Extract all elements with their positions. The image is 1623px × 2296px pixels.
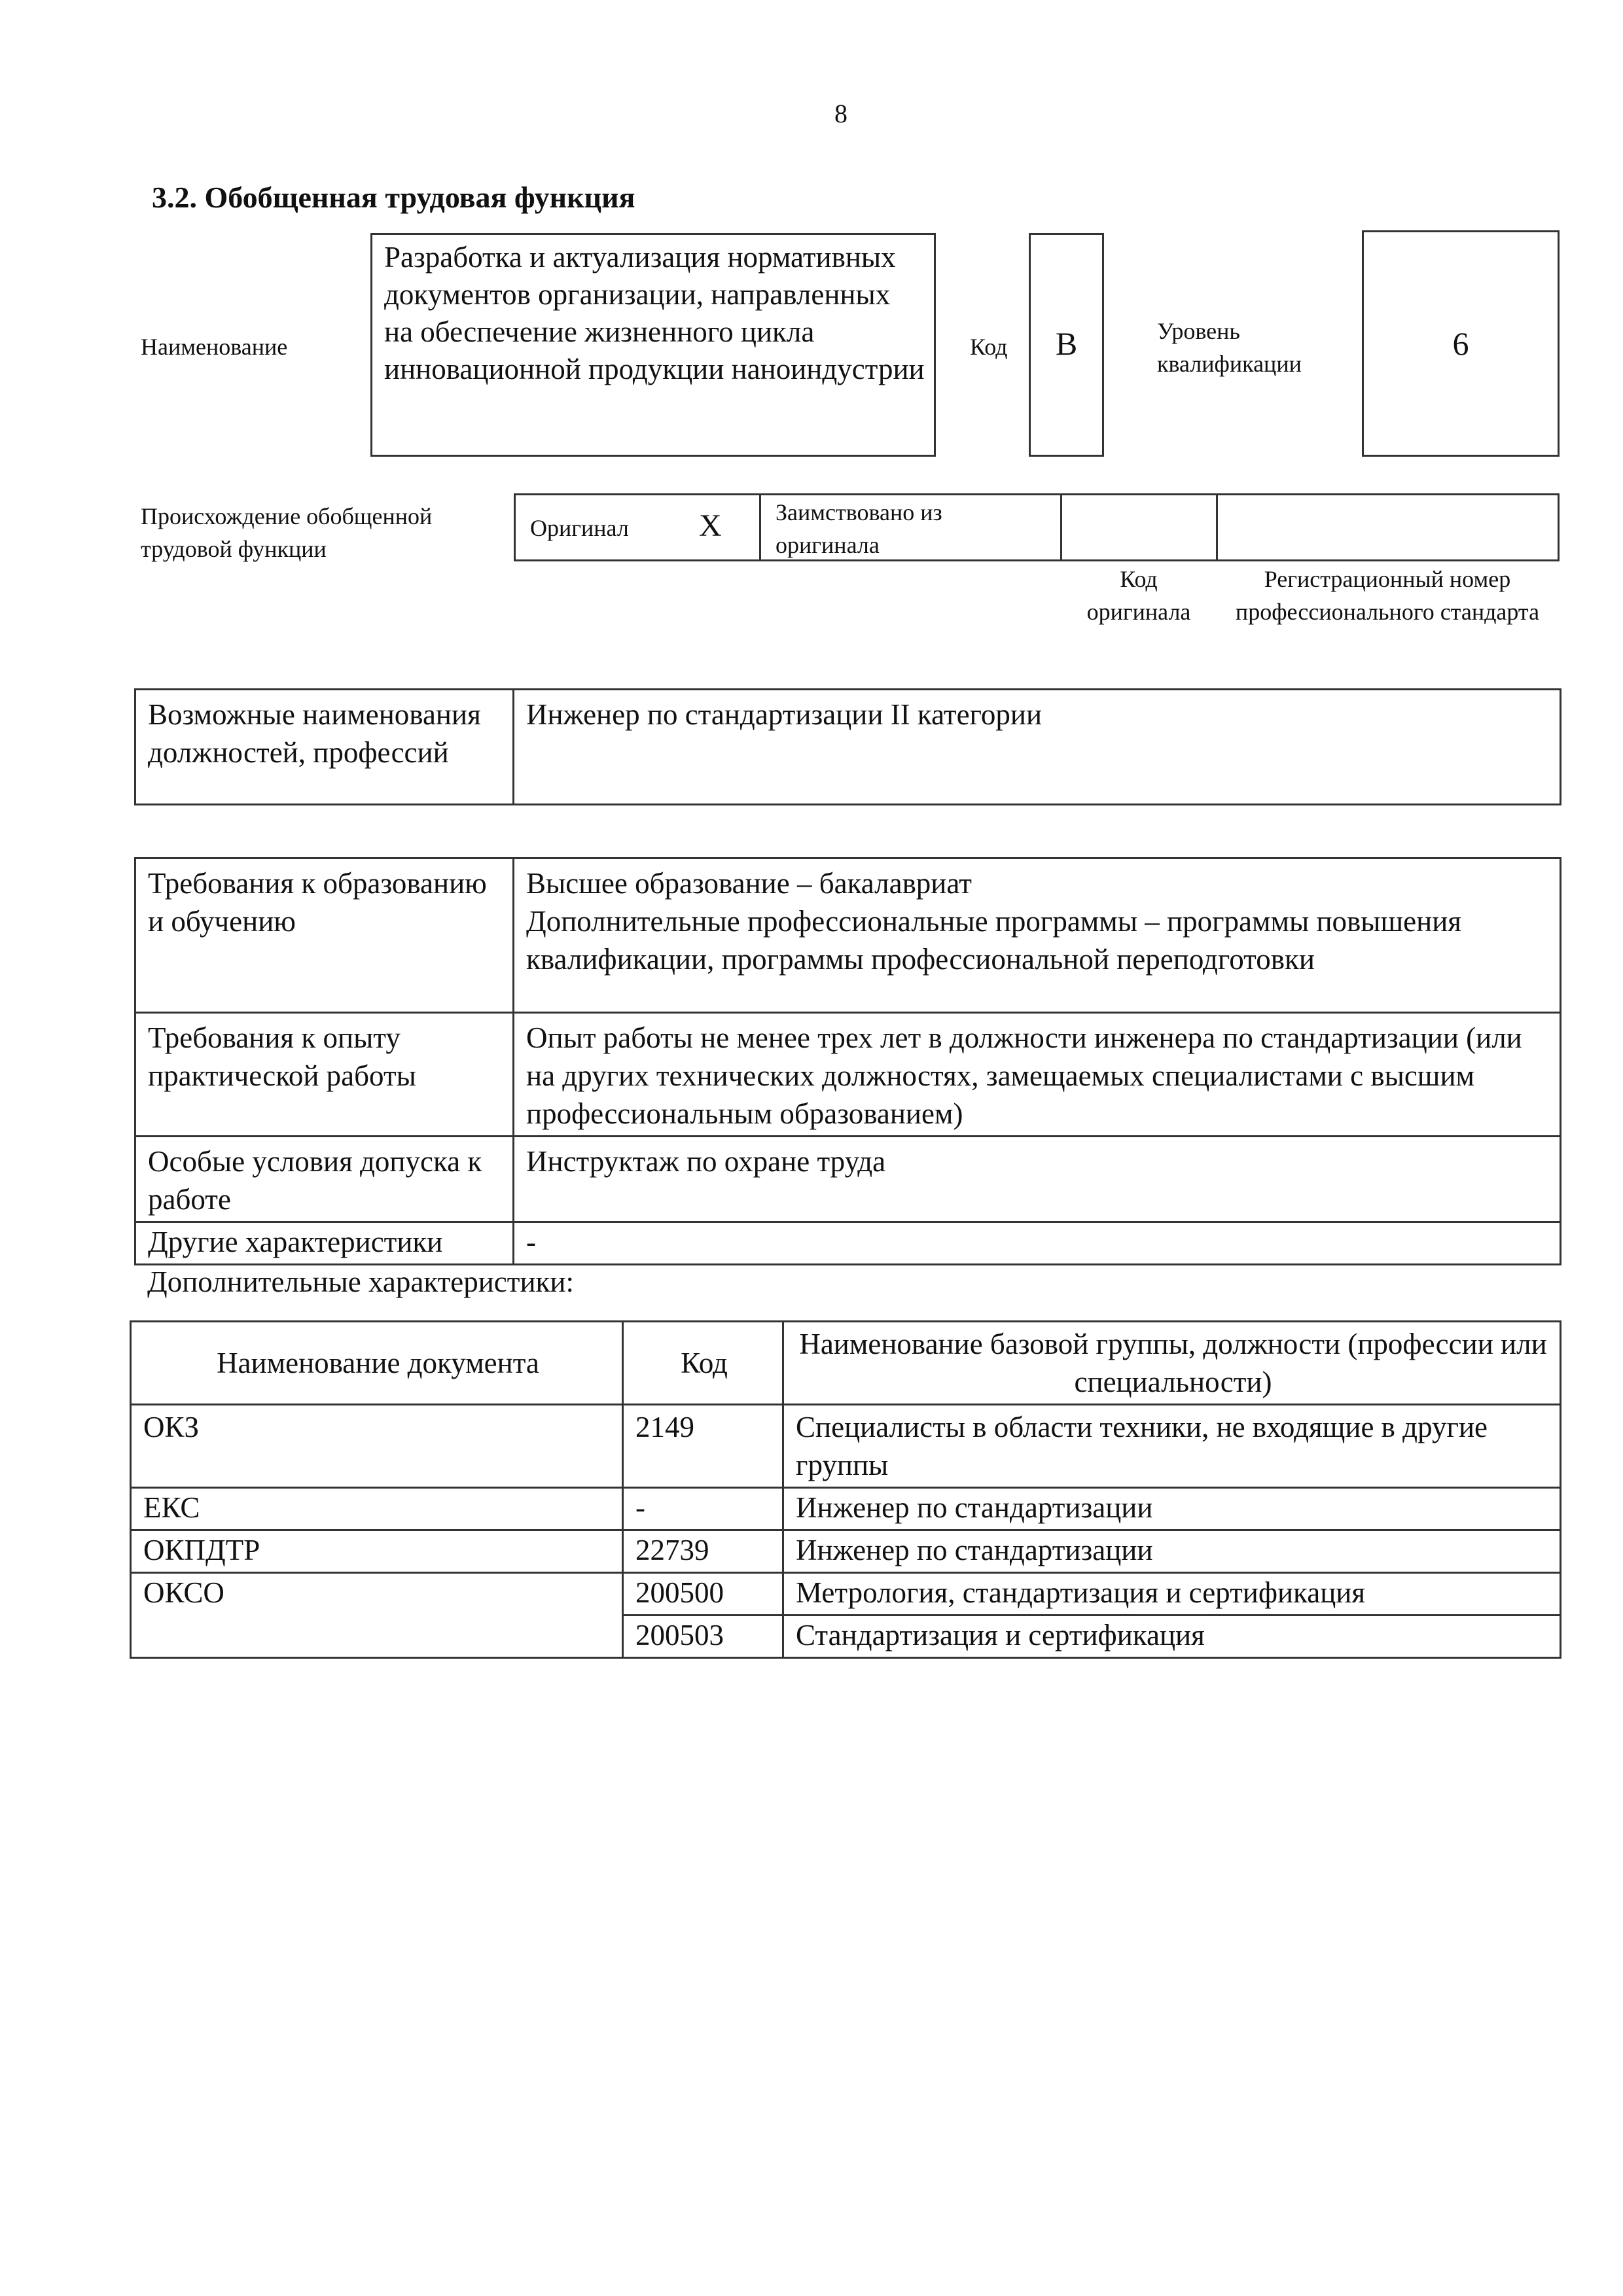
positions-value: Инженер по стандартизации II категории xyxy=(514,690,1561,805)
additional-table xyxy=(130,1320,1561,1659)
code-value: B xyxy=(1055,325,1078,362)
req-value: Инструктаж по охране труда xyxy=(514,1137,1561,1222)
table-row xyxy=(131,1573,1561,1616)
row-name: Инженер по стандартизации xyxy=(783,1488,1561,1530)
original-label: Оригинал xyxy=(530,515,629,541)
level-box xyxy=(1362,230,1560,457)
req-value: Высшее образование – бакалавриат Дополнительные профессиональные программы – программы повышения квалификации, программы профессиональной переподготовки xyxy=(514,858,1561,1013)
origin-divider-1 xyxy=(759,493,761,561)
borrowed-label: Заимствовано из оригинала xyxy=(776,499,942,558)
positions-label: Возможные наименования должностей, профессий xyxy=(135,690,514,805)
req-label: Требования к опыту практической работы xyxy=(135,1013,514,1137)
code-box xyxy=(1029,233,1104,457)
row-name: Специалисты в области техники, не входящие в другие группы xyxy=(783,1405,1561,1488)
code-label: Код xyxy=(970,334,1008,360)
requirements-row xyxy=(135,1137,1561,1222)
table-row xyxy=(131,1405,1561,1488)
row-doc: ОКПДТР xyxy=(131,1530,623,1573)
requirements-table xyxy=(134,857,1561,1265)
requirements-row xyxy=(135,1222,1561,1265)
header-code: Код xyxy=(623,1322,783,1405)
name-value: Разработка и актуализация нормативных документов организации, направленных на обеспечение жизненного цикла инновационной продукции наноиндустрии xyxy=(384,241,925,385)
positions-row xyxy=(135,690,1561,805)
req-value: - xyxy=(514,1222,1561,1265)
reg-number-label: Регистрационный номер профессионального стандарта xyxy=(1235,566,1540,625)
requirements-row xyxy=(135,1013,1561,1137)
row-doc: ЕКС xyxy=(131,1488,623,1530)
header-doc: Наименование документа xyxy=(131,1322,623,1405)
row-name: Метрология, стандартизация и сертификация xyxy=(783,1573,1561,1616)
name-box xyxy=(370,233,936,457)
row-code: 2149 xyxy=(623,1405,783,1488)
original-mark: X xyxy=(699,508,722,543)
section-title: 3.2. Обобщенная трудовая функция xyxy=(152,181,635,214)
header-name: Наименование базовой группы, должности (профессии или специальности) xyxy=(783,1322,1561,1405)
level-value: 6 xyxy=(1452,325,1469,362)
name-label: Наименование xyxy=(141,334,288,360)
row-name: Стандартизация и сертификация xyxy=(783,1616,1561,1658)
table-row xyxy=(131,1530,1561,1573)
positions-table xyxy=(134,688,1561,805)
origin-divider-3 xyxy=(1216,493,1218,561)
table-row xyxy=(131,1488,1561,1530)
req-value: Опыт работы не менее трех лет в должности инженера по стандартизации (или на других технических должностях, замещаемых специалистами с высшим профессиональным образованием) xyxy=(514,1013,1561,1137)
level-label: Уровень квалификации xyxy=(1157,318,1302,377)
row-code: - xyxy=(623,1488,783,1530)
additional-header-row xyxy=(131,1322,1561,1405)
page-number: 8 xyxy=(834,99,847,128)
requirements-row xyxy=(135,858,1561,1013)
row-doc: ОКЗ xyxy=(131,1405,623,1488)
req-label: Другие характеристики xyxy=(135,1222,514,1265)
code-original-label: Код оригинала xyxy=(1086,566,1191,625)
origin-divider-2 xyxy=(1060,493,1062,561)
req-label: Особые условия допуска к работе xyxy=(135,1137,514,1222)
row-code: 200500 xyxy=(623,1573,783,1616)
row-code: 200503 xyxy=(623,1616,783,1658)
req-label: Требования к образованию и обучению xyxy=(135,858,514,1013)
row-doc: ОКСО xyxy=(131,1573,623,1658)
origin-label: Происхождение обобщенной трудовой функции xyxy=(141,503,433,562)
row-name: Инженер по стандартизации xyxy=(783,1530,1561,1573)
additional-title: Дополнительные характеристики: xyxy=(147,1265,574,1298)
row-code: 22739 xyxy=(623,1530,783,1573)
